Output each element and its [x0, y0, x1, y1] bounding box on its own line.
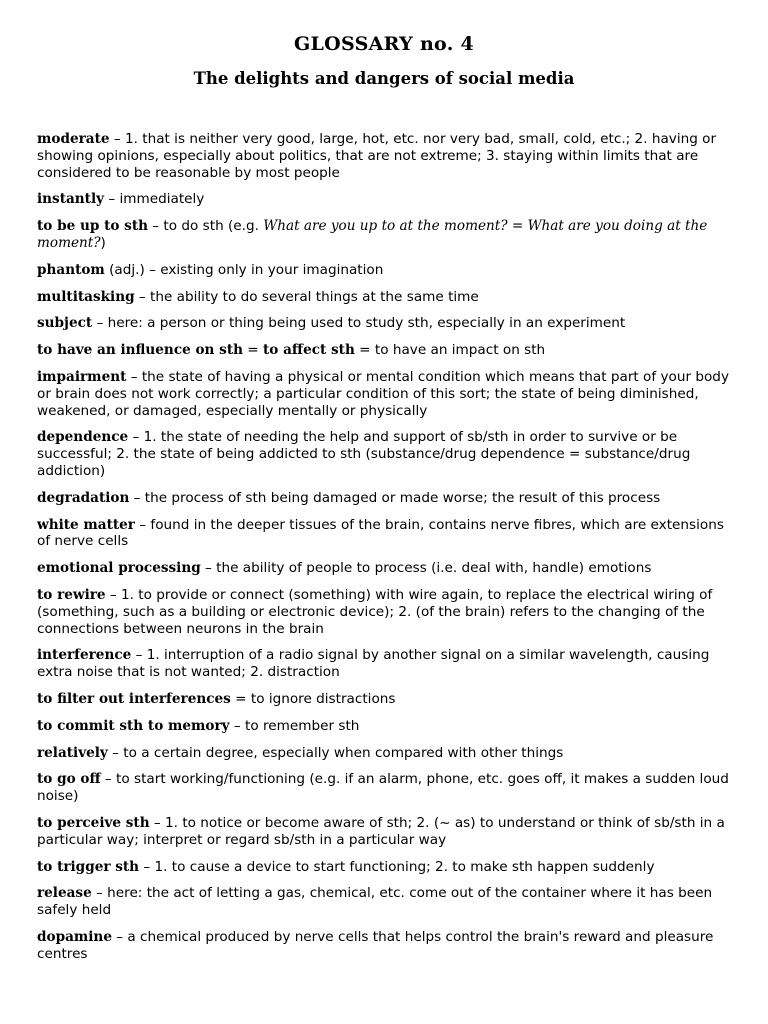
glossary-term: dependence — [37, 429, 129, 446]
glossary-definition: – 1. the state of needing the help and support of sb/sth in order to survive or be successful; 2. the state of being addicted to sth (substance/drug dependence = substance/drug addiction) — [37, 429, 691, 479]
glossary-entry — [37, 315, 737, 332]
glossary-term: to rewire — [37, 586, 106, 603]
glossary-entry — [37, 262, 737, 279]
glossary-definition: – the state of having a physical or mental condition which means that part of your body or brain does not work correctly; a particular condition of this sort; the state of being diminished, weakened, or damaged, especially mentally or physically — [37, 368, 729, 419]
glossary-entry — [37, 517, 737, 551]
definition-text: – to do sth (e.g. — [147, 218, 264, 235]
glossary-entry — [37, 745, 737, 762]
glossary-term: moderate — [37, 131, 110, 147]
glossary-term: to commit sth to memory — [37, 717, 230, 734]
glossary-definition: – 1. to provide or connect (something) with wire again, to replace the electrical wiring of (something, such as a building or electronic device); 2. (of the brain) refers to the changing of the connections between neurons in the brain — [37, 586, 713, 637]
glossary-definition: – 1. to notice or become aware of sth; 2. (~ as) to understand or think of sb/sth in a particular way; interpret or regard sb/sth in a particular way — [37, 814, 725, 848]
glossary-entry — [37, 587, 737, 637]
example-text: What are you up to at the moment? = What are you doing at the moment? — [37, 218, 708, 251]
glossary-entry — [37, 289, 737, 306]
glossary-definition: (adj.) – existing only in your imagination — [104, 261, 384, 278]
glossary-term: impairment — [37, 368, 127, 385]
glossary-definition: – the process of sth being damaged or made worse; the result of this process — [129, 489, 661, 506]
term-separator: = — [242, 342, 264, 359]
glossary-list — [37, 131, 737, 972]
glossary-definition: – the ability to do several things at the same time — [134, 288, 479, 305]
glossary-entry — [37, 560, 737, 577]
glossary-term: to be up to sth — [37, 218, 148, 235]
glossary-definition: – 1. that is neither very good, large, hot, etc. nor very bad, small, cold, etc.; 2. having or showing opinions, especially about politics, that are not extreme; 3. staying within limits that are considered to be reasonable by most people — [37, 131, 717, 181]
glossary-definition: – to a certain degree, especially when compared with other things — [107, 744, 564, 761]
glossary-entry — [37, 859, 737, 876]
glossary-term: white matter — [37, 516, 135, 533]
glossary-definition: – a chemical produced by nerve cells that helps control the brain's reward and pleasure centres — [37, 928, 714, 962]
glossary-term: instantly — [37, 191, 105, 208]
glossary-entry — [37, 647, 737, 681]
glossary-entry — [37, 771, 737, 805]
glossary-definition: – the ability of people to process (i.e. deal with, handle) emotions — [200, 560, 652, 577]
glossary-entry — [37, 369, 737, 419]
glossary-entry — [37, 429, 737, 479]
glossary-definition: – here: the act of letting a gas, chemical, etc. come out of the container where it has been safely held — [37, 885, 713, 919]
glossary-entry — [37, 929, 737, 963]
document-subtitle: The delights and dangers of social media — [193, 69, 575, 88]
glossary-definition: – found in the deeper tissues of the brain, contains nerve fibres, which are extensions of nerve cells — [37, 516, 724, 550]
glossary-definition: – 1. to cause a device to start functioning; 2. to make sth happen suddenly — [139, 858, 655, 875]
glossary-definition: – here: a person or thing being used to study sth, especially in an experiment — [92, 315, 626, 332]
glossary-entry — [37, 342, 737, 359]
document-title: GLOSSARY no. 4 — [293, 33, 475, 55]
glossary-term: emotional processing — [37, 560, 201, 577]
glossary-term: to go off — [37, 771, 101, 788]
glossary-term: to trigger sth — [37, 858, 140, 875]
glossary-term: to perceive sth — [37, 814, 150, 831]
glossary-term: multitasking — [37, 288, 135, 305]
glossary-term: dopamine — [37, 928, 112, 945]
glossary-term: interference — [37, 647, 132, 664]
glossary-term-synonym: to affect sth — [263, 342, 355, 359]
glossary-entry — [37, 885, 737, 919]
glossary-entry — [37, 191, 737, 208]
glossary-term: degradation — [37, 489, 130, 506]
glossary-entry — [37, 691, 737, 708]
definition-text: ) — [100, 234, 106, 251]
glossary-term: relatively — [37, 744, 108, 761]
glossary-definition: – to remember sth — [229, 717, 360, 734]
glossary-entry — [37, 131, 737, 181]
glossary-term: to filter out interferences — [37, 690, 231, 707]
glossary-definition: – 1. interruption of a radio signal by another signal on a similar wavelength, causing extra noise that is not wanted; 2. distraction — [37, 647, 710, 681]
glossary-definition: – to start working/functioning (e.g. if an alarm, phone, etc. goes off, it makes a sudden loud noise) — [37, 771, 729, 805]
glossary-entry — [37, 218, 737, 252]
glossary-term: to have an influence on sth — [37, 342, 243, 359]
glossary-term: phantom — [37, 261, 105, 278]
glossary-definition: = to have an impact on sth — [354, 342, 546, 359]
glossary-definition: = to ignore distractions — [230, 690, 396, 707]
glossary-entry — [37, 490, 737, 507]
glossary-term: release — [37, 885, 92, 902]
glossary-definition: – immediately — [104, 191, 205, 208]
glossary-term: subject — [37, 315, 93, 332]
glossary-entry — [37, 718, 737, 735]
glossary-entry — [37, 815, 737, 849]
